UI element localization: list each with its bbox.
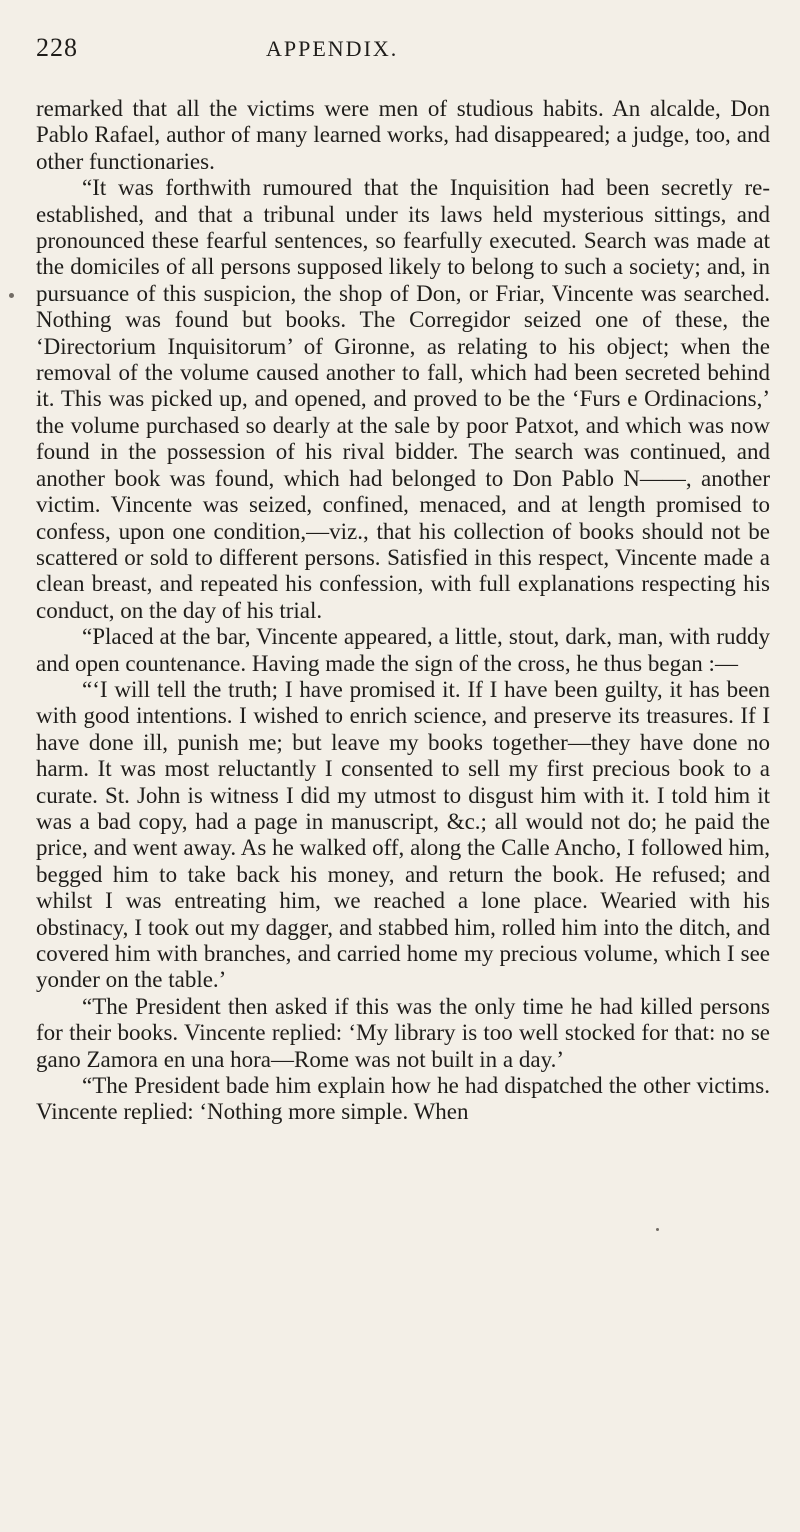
paper-speck	[9, 293, 14, 298]
paragraph-inquisition-rumour: “It was forthwith rumoured that the Inquisition had been secretly re-established, and that a tribunal under its laws held mysterious sittings, and pronounced these fearful sentences, so fearfully executed. Search was made at the domiciles of all persons supposed likely to belong to such a society; and, in pursuance of this suspicion, the shop of Don, or Friar, Vincente was searched. Nothing was found but books. The Corregidor seized one of these, the ‘Directorium Inquisitorum’ of Gironne, as relating to his object; when the removal of the volume caused another to fall, which had been secreted behind it. This was picked up, and opened, and proved to be the ‘Furs e Ordinacions,’ the volume purchased so dearly at the sale by poor Patxot, and which was now found in the possession of his rival bidder. The search was continued, and another book was found, which had belonged to Don Pablo N——, another victim. Vincente was seized, confined, menaced, and at length promised to confess, upon one condition,—viz., that his collection of books should not be scattered or sold to different persons. Satisfied in this respect, Vincente made a clean breast, and repeated his confession, with full explanations respecting his conduct, on the day of his trial.	[36, 175, 770, 623]
running-head	[36, 33, 770, 67]
paragraph-vincente-at-bar: “Placed at the bar, Vincente appeared, a little, stout, dark, man, with ruddy and open countenance. Having made the sign of the cross, he thus began :—	[36, 624, 770, 676]
paragraph-president-question: “The President then asked if this was the only time he had killed persons for their books. Vincente replied: ‘My library is too well stocked for that: no se gano Zamora en una hora—Rome was not built in a day.’	[36, 993, 770, 1072]
paragraph-vincente-confession: “‘I will tell the truth; I have promised it. If I have been guilty, it has been with good intentions. I wished to enrich science, and preserve its treasures. If I have done ill, punish me; but leave my books together—they have done no harm. It was most reluctantly I consented to sell my first precious book to a curate. St. John is witness I did my utmost to disgust him with it. I told him it was a bad copy, had a page in manuscript, &c.; all would not do; he paid the price, and went away. As he walked off, along the Calle Ancho, I followed him, begged him to take back his money, and return the book. He refused; and whilst I was entreating him, we reached a lone place. Wearied with his obstinacy, I took out my dagger, and stabbed him, rolled him into the ditch, and covered him with branches, and carried home my precious volume, which I see yonder on the table.’	[36, 676, 770, 993]
body-text	[36, 96, 770, 1126]
page-number: 228	[36, 33, 78, 62]
paper-speck	[656, 1228, 659, 1231]
paragraph-other-victims: “The President bade him explain how he had dispatched the other victims. Vincente replied: ‘Nothing more simple. When	[36, 1073, 770, 1125]
paragraph-continuation: remarked that all the victims were men of studious habits. An alcalde, Don Pablo Rafael, author of many learned works, had disappeared; a judge, too, and other functionaries.	[36, 96, 770, 174]
running-head-title: APPENDIX.	[266, 36, 399, 61]
